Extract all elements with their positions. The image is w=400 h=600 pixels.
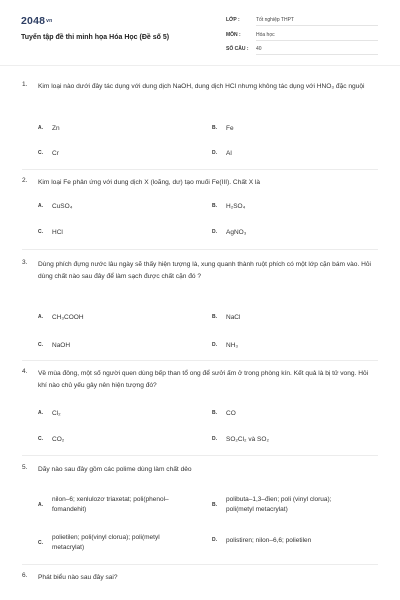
question-1 [22, 81, 378, 191]
option-label: A. [38, 314, 43, 320]
option-text: NaCl [226, 314, 241, 321]
option-label: B. [212, 125, 217, 131]
option-label: A. [38, 125, 43, 131]
meta-value: Tốt nghiệp THPT [256, 17, 378, 26]
option-label: C. [38, 540, 43, 546]
question-divider [22, 564, 378, 565]
option-text: SO₂Cl₂ và SO₂ [226, 436, 269, 443]
page-title: Tuyển tập đề thi minh họa Hóa Học (Đề số 5) [21, 34, 170, 41]
option-text: polibuta–1,3–đien; poli (vinyl clorua); poli(metyl metacrylat) [226, 496, 332, 513]
question-4 [22, 368, 378, 462]
option-label: D. [212, 436, 217, 442]
option-label: C. [38, 150, 43, 156]
option-label: D. [212, 150, 217, 156]
option-label: B. [212, 314, 217, 320]
option-text: nilon–6; xenlulozơ triaxetat; poli(phenol–fomandehit) [52, 496, 169, 513]
option-label: A. [38, 203, 43, 209]
question-6 [22, 572, 378, 600]
option-label: B. [212, 203, 217, 209]
meta-label: LỚP : [226, 17, 240, 23]
logo-suffix: vn [46, 18, 53, 25]
question-divider [22, 249, 378, 250]
option-text: Cl₂ [52, 410, 61, 417]
question-text: Dãy nào sau đây gồm các polime dùng làm chất dẻo [38, 466, 192, 473]
question-number: 2. [22, 177, 28, 184]
option-text: H₂SO₄ [226, 203, 246, 210]
option-label: D. [212, 342, 217, 348]
meta-label: MÔN : [226, 32, 241, 38]
question-number: 1. [22, 81, 28, 88]
header-divider [0, 65, 400, 66]
question-divider [22, 169, 378, 170]
option-text: Zn [52, 125, 60, 132]
question-text: Phát biểu nào sau đây sai? [38, 574, 118, 581]
question-text: Dùng phích đựng nước lâu ngày sẽ thấy hiện tượng là, xung quanh thành ruột phích có một lớp cặn bám vào. Hỏi dùng chất nào sau đây để làm sạch được chất cặn đó ? [38, 261, 372, 280]
option-text: Al [226, 150, 232, 157]
question-text: Về mùa đông, một số người quen dùng bếp than tổ ong để sưởi ấm ở trong phòng kín. Kết quả là bị tử vong. Hỏi khí nào chủ yếu gây nên hiện tượng đó? [38, 370, 369, 389]
option-text: polietilen; poli(vinyl clorua); poli(metyl metacrylat) [52, 534, 160, 551]
site-logo[interactable] [21, 15, 52, 27]
option-label: B. [212, 410, 217, 416]
option-label: C. [38, 436, 43, 442]
option-text: CuSO₄ [52, 203, 73, 210]
option-text: HCl [52, 229, 63, 236]
option-text: AgNO₃ [226, 229, 247, 236]
option-text: NH₃ [226, 342, 239, 349]
question-text: Kim loại Fe phản ứng với dung dịch X (loãng, dư) tạo muối Fe(III). Chất X là [38, 179, 261, 186]
option-label: B. [212, 502, 217, 508]
meta-value: Hóa học [256, 32, 378, 41]
question-5 [22, 464, 378, 569]
option-text: Cr [52, 150, 59, 157]
question-number: 6. [22, 572, 28, 579]
question-text: Kim loại nào dưới đây tác dụng với dung dịch NaOH, dung dịch HCl nhưng không tác dụng với HNO₃ đặc nguội [38, 83, 365, 90]
option-label: C. [38, 229, 43, 235]
option-label: C. [38, 342, 43, 348]
option-text: CO₂ [52, 436, 65, 443]
question-number: 3. [22, 259, 28, 266]
logo-text: 2048 [21, 15, 46, 27]
option-text: NaOH [52, 342, 71, 349]
meta-value: 40 [256, 46, 378, 55]
question-3 [22, 259, 378, 365]
question-2 [22, 177, 378, 257]
question-number: 4. [22, 368, 28, 375]
option-text: Fe [226, 125, 234, 132]
option-text: CO [226, 410, 236, 417]
question-divider [22, 360, 378, 361]
option-label: A. [38, 502, 43, 508]
option-text: CH₃COOH [52, 314, 84, 321]
question-number: 5. [22, 464, 28, 471]
option-label: D. [212, 229, 217, 235]
option-label: A. [38, 410, 43, 416]
question-divider [22, 455, 378, 456]
option-label: D. [212, 537, 217, 543]
option-text: polistiren; nilon–6,6; polietilen [226, 537, 312, 544]
meta-label: SỐ CÂU : [226, 46, 249, 52]
